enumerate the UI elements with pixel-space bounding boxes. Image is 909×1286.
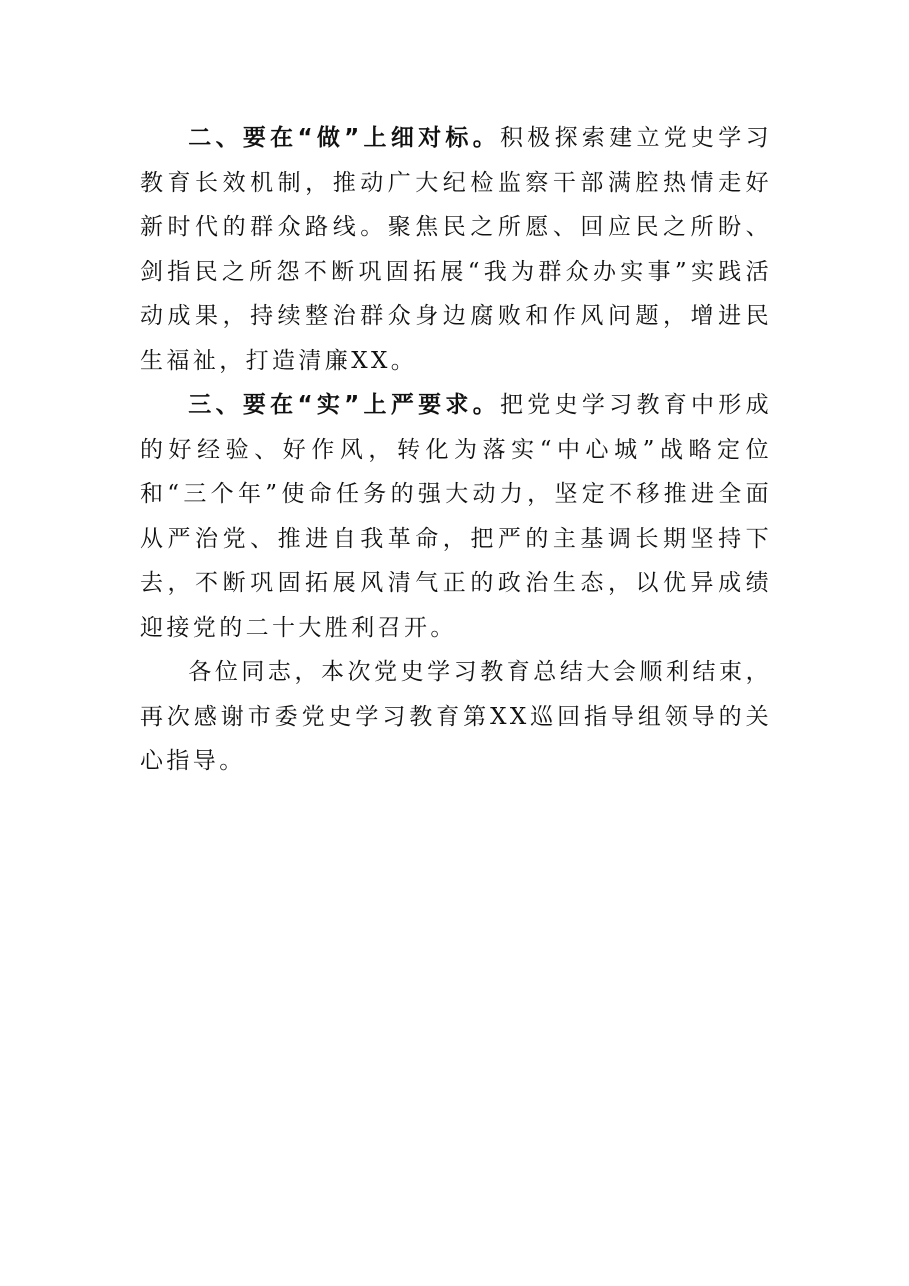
- paragraph-text: 各位同志，本次党史学习教育总结大会顺利结束，再次感谢市委党史学习教育第XX巡回指导组领导的关心指导。: [140, 659, 772, 774]
- paragraph-section-two: [140, 116, 772, 383]
- paragraph-text: 积极探索建立党史学习教育长效机制，推动广大纪检监察干部满腔热情走好新时代的群众路线。聚焦民之所愿、回应民之所盼、剑指民之所怨不断巩固拓展“我为群众办实事”实践活动成果，持续整治群众身边腐败和作风问题，增进民生福祉，打造清廉XX。: [140, 125, 772, 374]
- paragraph-text: 把党史学习教育中形成的好经验、好作风，转化为落实“中心城”战略定位和“三个年”使命任务的强大动力，坚定不移推进全面从严治党、推进自我革命，把严的主基调长期坚持下去，不断巩固拓展风清气正的政治生态，以优异成绩迎接党的二十大胜利召开。: [140, 392, 772, 641]
- document-body: [140, 116, 772, 784]
- paragraph-heading: 三、要在“实”上严要求。: [188, 392, 500, 418]
- paragraph-section-three: [140, 383, 772, 650]
- paragraph-heading: 二、要在“做”上细对标。: [188, 125, 500, 151]
- paragraph-closing: [140, 650, 772, 784]
